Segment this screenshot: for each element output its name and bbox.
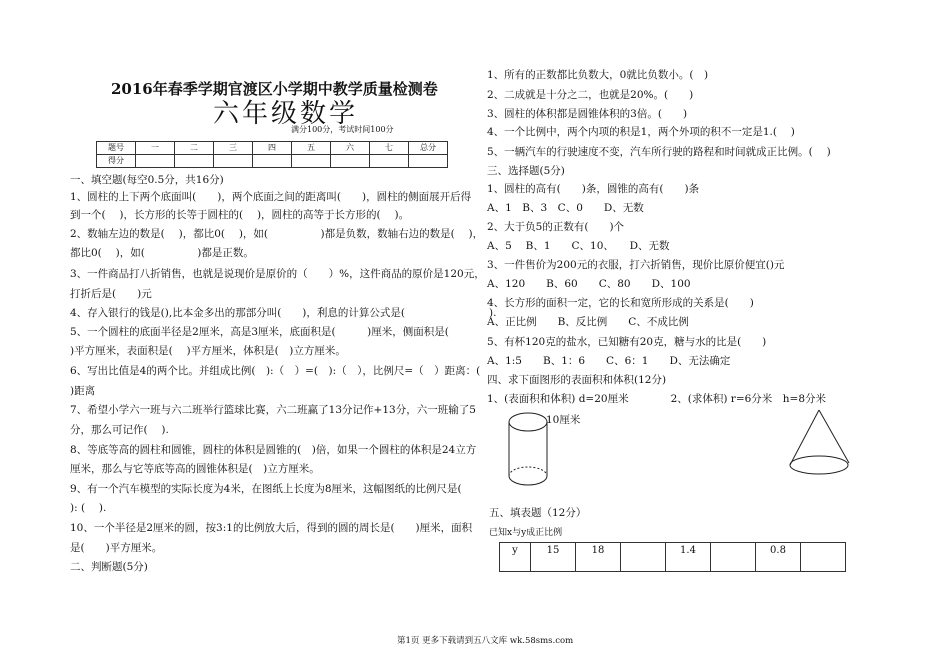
score-cell (292, 155, 331, 168)
score-table (96, 141, 448, 168)
left-line: 厘米，那么与它等底等高的圆锥体积是( )立方厘米。 (70, 463, 320, 475)
right-line: 3、圆柱的体积都是圆锥体积的3倍。( ) (487, 108, 688, 120)
left-line: ): ( ). (70, 502, 107, 514)
right-line: 1、(表面积和体积) d=20厘米 2、(求体积) r=6分米 h=8分米 (487, 393, 827, 405)
left-line: )距离 (70, 385, 96, 397)
subject-title: 六年级数学 (213, 99, 359, 129)
right-line: A、5 B、1 C、10、 D、无数 (487, 240, 670, 252)
right-line: 2、二成就是十分之二，也就是20%。( ) (487, 89, 694, 101)
score-time-note: 满分100分，考试时间100分 (291, 125, 394, 134)
table-cell (711, 543, 756, 572)
cylinder-height-label: 10厘米 (546, 414, 581, 426)
left-line: 到一个( )，长方形的长等于圆柱的( )，圆柱的高等于长方形的( )。 (70, 209, 410, 221)
right-line: 3、一件售价为200元的衣服，打六折销售，现价比原价便宜()元 (487, 259, 785, 271)
left-line: 4、存入银行的钱是(),比本金多出的那部分叫( )，利息的计算公式是( ). (70, 307, 497, 319)
score-cell (214, 155, 253, 168)
exam-title: 2016年春季学期官渡区小学期中教学质量检测卷 (111, 80, 438, 98)
left-line: 6、写出比值是4的两个比。并组成比例( ):（ ）=( ):（ ），比例尺=（ ）距离：( (70, 365, 481, 377)
left-line: 是( )平方厘米。 (70, 542, 163, 554)
score-row-label: 得分 (97, 155, 136, 168)
left-line: 1、圆柱的上下两个底面叫( )，两个底面之间的距离叫( )，圆柱的侧面展开后得 (70, 191, 472, 203)
proportion-table (499, 542, 846, 572)
left-line: 3、一件商品打八折销售，也就是说现价是原价的（ ）%，这件商品的原价是120元， (70, 268, 485, 280)
left-line: 都比0( )，如( )都是正数。 (70, 247, 254, 259)
right-line: 2、大于负5的正数有( )个 (487, 221, 625, 233)
section-2-heading: 二、判断题(5分) (70, 561, 148, 573)
score-cell (409, 155, 448, 168)
score-cell (136, 155, 175, 168)
right-line: 4、长方形的面积一定，它的长和宽所形成的关系是( ) (487, 297, 754, 309)
right-line: A、120 B、60 C、80 D、100 (487, 278, 691, 290)
score-header-cell: 题号 (97, 142, 136, 155)
table-cell: y (500, 543, 531, 572)
table-cell (621, 543, 666, 572)
right-line: 1、圆柱的高有( )条，圆锥的高有( )条 (487, 183, 700, 195)
left-line: 10、一个半径是2厘米的圆，按3:1的比例放大后，得到的圆的周长是( )厘米，面积 (70, 522, 473, 534)
left-line: 8、等底等高的圆柱和圆锥，圆柱的体积是圆锥的( )倍，如果一个圆柱的体积是24立方 (70, 444, 477, 456)
score-cell (331, 155, 370, 168)
left-line: 5、一个圆柱的底面半径是2厘米，高是3厘米，底面积是( )厘米，侧面积是( (70, 326, 449, 338)
table-cell: 18 (576, 543, 621, 572)
section-3-heading: 三、选择题(5分) (487, 165, 565, 177)
right-line: 5、有杯120克的盐水，已知糖有20克，糖与水的比是( ) (487, 336, 767, 348)
left-line: )平方厘米，表面积是( )平方厘米，体积是( )立方厘米。 (70, 345, 346, 357)
table-cell: 1.4 (666, 543, 711, 572)
score-table-row (97, 155, 448, 168)
table-cell (801, 543, 846, 572)
score-header-cell: 六 (331, 142, 370, 155)
left-line: 打折后是( )元 (70, 288, 152, 300)
score-cell (370, 155, 409, 168)
table-cell: 0.8 (756, 543, 801, 572)
score-header-cell: 二 (175, 142, 214, 155)
table-cell: 15 (531, 543, 576, 572)
right-line: 5、一辆汽车的行驶速度不变，汽车所行驶的路程和时间就成正比例。( ) (487, 146, 831, 158)
score-cell (175, 155, 214, 168)
right-line: A、1:5 B、1：6 C、6：1 D、无法确定 (487, 355, 731, 367)
score-header-cell: 五 (292, 142, 331, 155)
score-header-cell: 四 (253, 142, 292, 155)
score-header-cell: 三 (214, 142, 253, 155)
left-line: 7、希望小学六一班与六二班举行篮球比赛，六二班赢了13分记作+13分，六一班输了5 (70, 404, 476, 416)
score-header-cell: 一 (136, 142, 175, 155)
section-5-subtitle: 已知x与y成正比例 (489, 528, 563, 538)
score-header-cell: 总分 (409, 142, 448, 155)
table-row (500, 543, 846, 572)
section-4-heading: 四、求下面图形的表面积和体积(12分) (487, 374, 667, 386)
section-5-heading: 五、填表题（12分） (489, 507, 587, 519)
score-header-cell: 七 (370, 142, 409, 155)
left-line: 9、有一个汽车模型的实际长度为4米，在图纸上长度为8厘米，这幅图纸的比例尺是( (70, 483, 462, 495)
cylinder-figure (506, 408, 550, 490)
cone-figure (786, 408, 856, 480)
left-line: 2、数轴左边的数是( )，都比0( )，如( )都是负数，数轴右边的数是( )， (70, 228, 484, 240)
right-line: 4、一个比例中，两个内项的积是1，两个外项的积不一定是1.( ) (487, 126, 795, 138)
left-line: 分，那么可记作( ). (70, 424, 169, 436)
score-table-header-row (97, 142, 448, 155)
score-cell (253, 155, 292, 168)
right-line: A、正比例 B、反比例 C、不成比例 (487, 316, 689, 328)
page-footer: 第1页 更多下载请到五八文库 wk.58sms.com (397, 636, 574, 646)
section-1-heading: 一、填空题(每空0.5分，共16分) (70, 174, 224, 186)
right-line: A、1 B、3 C、0 D、无数 (487, 202, 644, 214)
right-line: 1、所有的正数都比负数大，0就比负数小。( ) (487, 69, 709, 81)
